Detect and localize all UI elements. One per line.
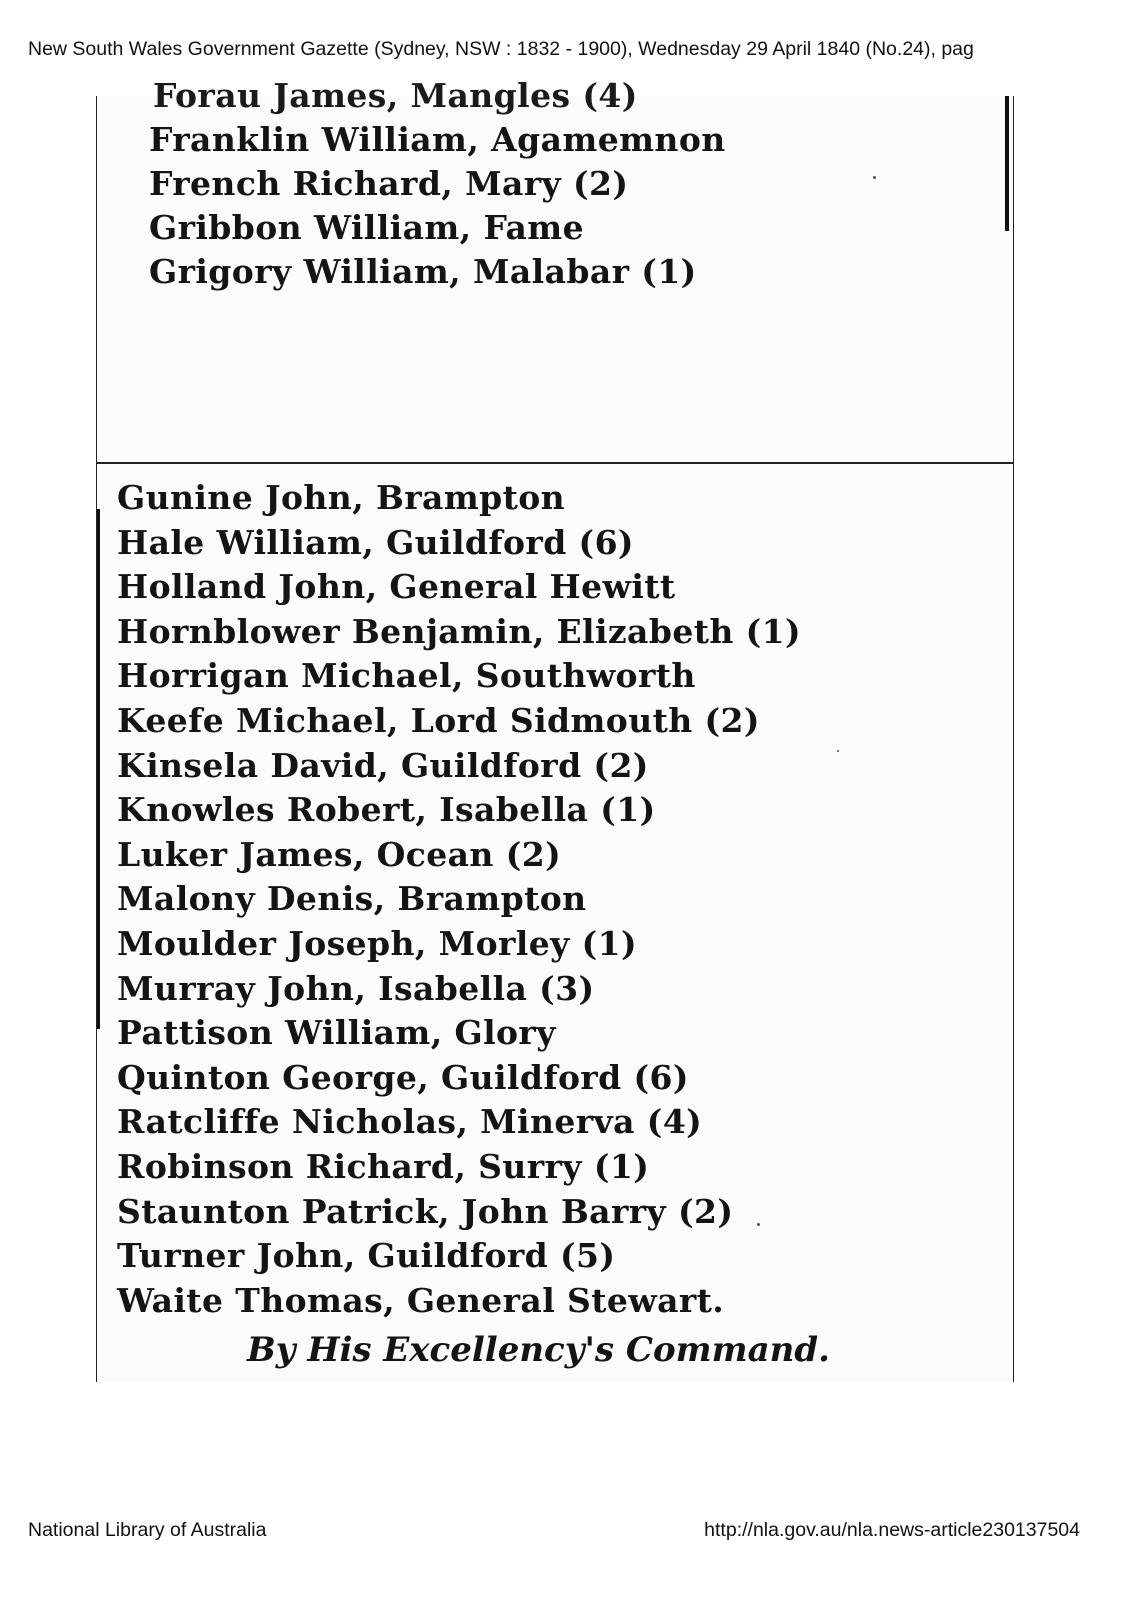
list-item: Grigory William, Malabar (1): [149, 252, 697, 291]
list-item: Staunton Patrick, John Barry (2): [117, 1191, 734, 1231]
closing-line: By His Excellency's Command.: [247, 1330, 830, 1370]
column-rule: [97, 509, 100, 1029]
list-item: Quinton George, Guildford (6): [117, 1057, 689, 1097]
source-credit: National Library of Australia: [28, 1519, 267, 1541]
upper-entry-list: [149, 118, 726, 294]
list-item: Hornblower Benjamin, Elizabeth (1): [117, 611, 802, 651]
list-item: Gribbon William, Fame: [149, 208, 584, 247]
print-speck: [837, 750, 839, 752]
list-item: Pattison William, Glory: [117, 1013, 556, 1053]
lower-entry-list: [117, 476, 801, 1323]
print-speck: [757, 1223, 760, 1226]
citation-header: New South Wales Government Gazette (Sydney, NSW : 1832 - 1900), Wednesday 29 April 1840 (No.24), pag: [28, 38, 974, 60]
cut-off-entry: Forau James, Mangles (4): [153, 76, 638, 115]
list-item: French Richard, Mary (2): [149, 164, 629, 203]
list-item: Hale William, Guildford (6): [117, 522, 634, 562]
list-item: Murray John, Isabella (3): [117, 968, 595, 1008]
list-item: Malony Denis, Brampton: [117, 879, 587, 919]
list-item: Ratcliffe Nicholas, Minerva (4): [117, 1102, 703, 1142]
list-item: Knowles Robert, Isabella (1): [117, 790, 656, 830]
list-item: Luker James, Ocean (2): [117, 834, 562, 874]
list-item: Franklin William, Agamemnon: [149, 120, 726, 159]
column-rule: [1005, 96, 1009, 231]
list-item: Keefe Michael, Lord Sidmouth (2): [117, 700, 760, 740]
list-item: Robinson Richard, Surry (1): [117, 1146, 650, 1186]
list-item: Kinsela David, Guildford (2): [117, 745, 649, 785]
list-item: Horrigan Michael, Southworth: [117, 656, 696, 696]
list-item: Moulder Joseph, Morley (1): [117, 923, 637, 963]
print-speck: [873, 176, 876, 179]
newspaper-scan: [96, 76, 1014, 1382]
section-divider: [97, 462, 1013, 464]
list-item: Turner John, Guildford (5): [117, 1236, 616, 1276]
list-item: Waite Thomas, General Stewart.: [117, 1280, 725, 1320]
article-url[interactable]: http://nla.gov.au/nla.news-article230137504: [704, 1519, 1080, 1541]
list-item: Gunine John, Brampton: [117, 478, 566, 517]
list-item: Holland John, General Hewitt: [117, 567, 676, 607]
